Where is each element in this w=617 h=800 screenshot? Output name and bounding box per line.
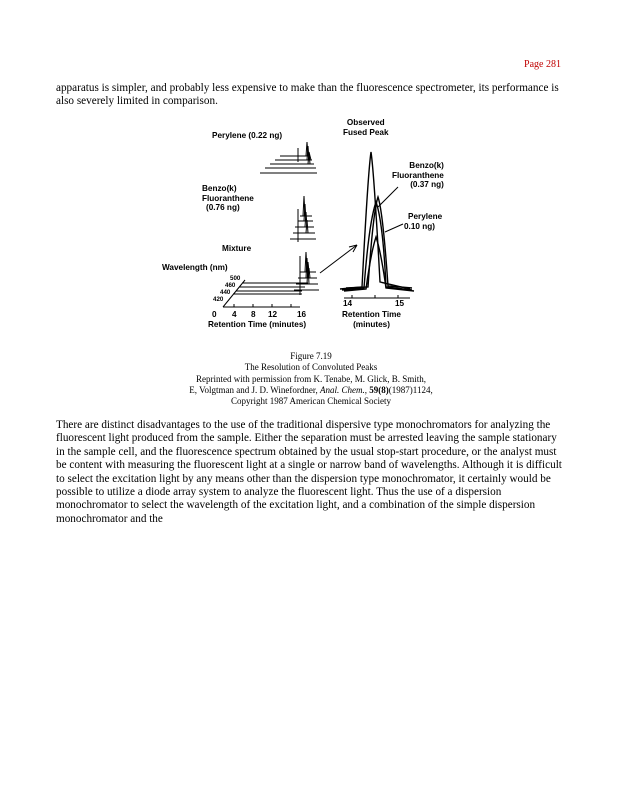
perylene-trace-stack bbox=[260, 142, 317, 173]
caption-authors: E, Volgtman and J. D. Winefordner, bbox=[189, 384, 321, 395]
caption-title: The Resolution of Convoluted Peaks bbox=[244, 362, 378, 373]
right-label-benzo-line1: Benzo(k) bbox=[409, 161, 444, 170]
left-label-benzo bbox=[202, 184, 254, 213]
left-label-wavelength: Wavelength (nm) bbox=[162, 263, 228, 272]
right-label-benzo-line3: (0.37 ng) bbox=[410, 180, 444, 189]
wavelength-tick-440: 440 bbox=[220, 289, 231, 296]
caption-journal: Anal. Chem., bbox=[320, 384, 368, 395]
caption-copyright: Copyright 1987 American Chemical Society bbox=[231, 396, 391, 407]
caption-credit-line2 bbox=[56, 385, 566, 396]
benzo-trace-stack bbox=[290, 196, 316, 242]
caption-year-page: (1987)1124, bbox=[388, 384, 433, 395]
figure-7-19 bbox=[150, 112, 470, 344]
rt-tick-15: 15 bbox=[395, 299, 405, 308]
caption-credit-line1: Reprinted with permission from K. Tenabe, M. Glick, B. Smith, bbox=[196, 373, 426, 384]
arrow bbox=[320, 245, 357, 273]
left-label-benzo-line1: Benzo(k) bbox=[202, 184, 237, 193]
wavelength-tick-420: 420 bbox=[213, 296, 224, 303]
wavelength-tick-460: 460 bbox=[225, 282, 236, 289]
intro-paragraph: apparatus is simpler, and probably less expensive to make than the fluorescence spectrometer, its performance is also severely limited in comparison. bbox=[56, 82, 559, 108]
right-label-perylene-line1: Perylene bbox=[408, 212, 443, 221]
right-rt-axis-label-line2: (minutes) bbox=[353, 319, 390, 329]
right-label-observed bbox=[343, 118, 389, 137]
right-label-benzo-line2: Fluoranthene bbox=[392, 170, 444, 180]
rt-tick-14: 14 bbox=[343, 299, 353, 308]
caption-volume: 59 bbox=[367, 384, 379, 395]
body-paragraph: There are distinct disadvantages to the use of the traditional dispersive type monochromators for analyzing the fluorescent light produced from the sample. Either the separation must be arrested leaving the sample stationary in the sample cell, and the fluorescence spectrum obtained by the usual stop-start procedure, or the analyst must be content with measuring the fluorescent light at a single or narrow band of wavelengths. Although it is difficult to select the excitation light by any means other than the dispersion type monochromator, it certainly would be possible to utilize a diode array system to analyze the fluorescent light. Thus the use of a dispersion monochromator to select the wavelength of the excitation light, and a combination of the simple dispersion monochromator and the bbox=[56, 419, 562, 525]
right-label-perylene-line2: 0.10 ng) bbox=[404, 221, 435, 231]
left-label-perylene: Perylene (0.22 ng) bbox=[212, 131, 283, 140]
right-rt-axis-label bbox=[342, 310, 401, 329]
left-rt-axis-label: Retention Time (minutes) bbox=[208, 320, 307, 329]
left-axes bbox=[223, 280, 308, 307]
right-axis bbox=[344, 295, 410, 298]
caption-figure-number: Figure 7.19 bbox=[290, 351, 332, 361]
figure-caption bbox=[56, 351, 566, 407]
rt-tick-4: 4 bbox=[232, 310, 237, 319]
right-label-observed-line2: Fused Peak bbox=[343, 127, 389, 137]
right-rt-axis-label-line1: Retention Time bbox=[342, 310, 401, 319]
wavelength-tick-500: 500 bbox=[230, 275, 241, 282]
mixture-trace-stack bbox=[294, 252, 319, 295]
rt-tick-0: 0 bbox=[212, 310, 217, 319]
rt-tick-12: 12 bbox=[268, 310, 278, 319]
left-label-mixture: Mixture bbox=[222, 244, 252, 253]
caption-issue: (8) bbox=[378, 384, 389, 395]
left-label-benzo-line3: (0.76 ng) bbox=[206, 203, 240, 212]
right-label-observed-line1: Observed bbox=[346, 118, 385, 127]
right-label-benzo bbox=[392, 161, 444, 190]
right-label-leaders bbox=[378, 187, 403, 232]
left-label-benzo-line2: Fluoranthene bbox=[202, 193, 254, 203]
right-label-perylene bbox=[404, 212, 442, 231]
rt-tick-8: 8 bbox=[251, 310, 256, 319]
page-number: Page 281 bbox=[524, 59, 561, 70]
rt-tick-16: 16 bbox=[297, 310, 307, 319]
